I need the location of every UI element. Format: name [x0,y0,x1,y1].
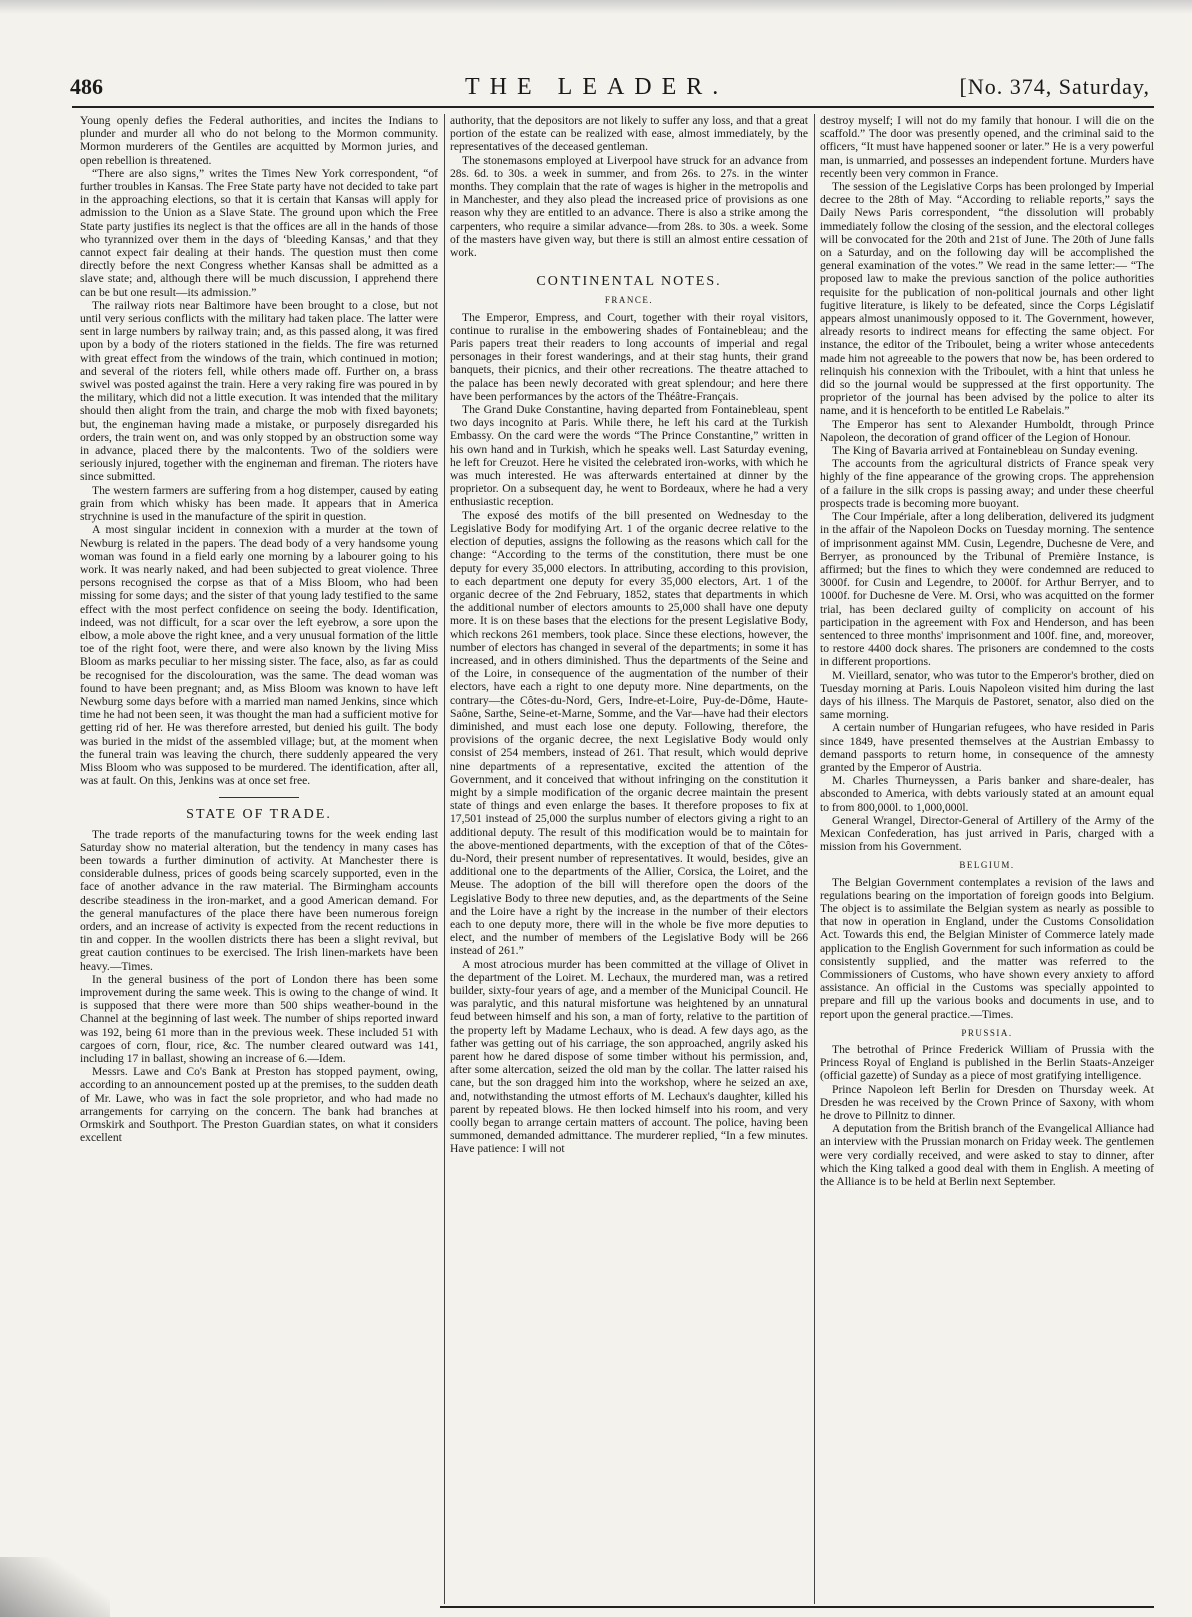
column-3 [820,114,1154,1188]
subhead-prussia: PRUSSIA. [961,1027,1013,1038]
article-paragraph: The stonemasons employed at Liverpool have struck for an advance from 28s. 6d. to 30s. a week in summer, and from 26s. to 27s. in the winter months. They complain that the rate of wages is higher in the metropolis and in Manchester, and they also plead the increased price of provisions as one reason why they are entitled to an advance. There is also a strike among the carpenters, who require a similar advance—from 28s. to 30s. a week. Some of the masters have given way, but there is still an almost entire cessation of work. [450,153,808,260]
article-paragraph: The Emperor has sent to Alexander Humboldt, through Prince Napoleon, the decoration of grand officer of the Legion of Honour. [820,417,1154,444]
article-paragraph: The session of the Legislative Corps has been prolonged by Imperial decree to the 28th of May. “According to reliable reports,” says the Daily News Paris correspondent, “the dissolution will probably immediately follow the closing of the session, and the electoral colleges will be convocated for the 20th and 21st of June. The 20th of June falls on a Saturday, and on the following day will be accomplished the general examination of the votes.” We read in the same letter:— “The proposed law to make the previous sanction of the police authorities requisite for the publication of non-political journals and other light fugitive literature, is likely to be defeated, since the Corps Législatif appears almost unanimously opposed to it. The Government, however, already resorts to indirect means for effecting the same object. For instance, the editor of the Triboulet, being a writer whose antecedents made him not agreeable to the powers that now be, has been ordered to relinquish his connexion with the Triboulet, with a hint that unless he did so the journal would be suppressed at the first opportunity. The proprietor of the journal has been advised by the police to alter its name, and it is henceforth to be entitled Le Rabelais.” [820,180,1154,418]
article-paragraph: The western farmers are suffering from a hog distemper, caused by eating grain from which whisky has been made. It appears that in America strychnine is used in the manufacture of the spirit in question. [80,483,438,524]
article-paragraph: The trade reports of the manufacturing towns for the week ending last Saturday show no material alteration, but the tendency in many cases has been towards a further diminution of activity. At Manchester there is considerable dulness, prices of goods being scarcely supported, even in the face of another advance in the raw material. The Birmingham accounts describe steadiness in the iron-market, and a good American demand. For the general manufactures of the place there have been numerous foreign orders, and an increase of activity is expected from the recent reductions in tin and copper. In the woollen districts there has been a slight revival, but great caution continues to be exercised. The Irish linen-markets have been heavy.—Times. [80,827,438,973]
column-divider [444,114,445,1604]
article-paragraph: The King of Bavaria arrived at Fontainebleau on Sunday evening. [832,444,1138,458]
article-paragraph: A most atrocious murder has been committed at the village of Olivet in the department of the Loiret. M. Lechaux, the murdered man, was a retired builder, sixty-four years of age, and a member of the Municipal Council. He was paralytic, and this natural misfortune was heightened by an unnatural feud between himself and his son, a man of forty, relative to the partition of the property left by Madame Lechaux, who is dead. A few days ago, as the father was getting out of his carriage, the son approached, angrily asked his parent how he dared dispose of some timber without his permission, and, after some altercation, seized the old man by the collar. The latter raised his cane, but the son dragged him into the workshop, where he seized an axe, and, notwithstanding the utmost efforts of M. Lechaux's daughter, killed his parent by repeated blows. He then locked himself into his room, and very coolly began to arrange certain matters of account. The police, having been summoned, demanded admittance. The murderer replied, “In a few minutes. Have patience: I will not [450,957,808,1156]
article-paragraph: The Cour Impériale, after a long deliberation, delivered its judgment in the affair of the Napoleon Docks on Tuesday morning. The sentence of imprisonment against MM. Cusin, Legendre, Duchesne de Vere, and Berryer, as pronounced by the Tribunal of Première Instance, is affirmed; but the fines to which they were condemned are reduced to 3000f. for Cusin and Legendre, to 2000f. for Arthur Berryer, and to 1000f. for Duchesne de Vere. M. Orsi, who was acquitted on the former trial, has been declared guilty of complicity on account of his participation in the agreement with Fox and Henderson, and has been sentenced to three months' imprisonment and 100f. fine, and, moreover, to restore 4400 dock shares. The prisoners are condemned to the costs in different proportions. [820,510,1154,669]
section-title-trade: STATE OF TRADE. [186,807,332,823]
column-divider [814,114,815,1604]
article-paragraph: Messrs. Lawe and Co's Bank at Preston has stopped payment, owing, according to an announcement posted up at the premises, to the sudden death of Mr. Lawe, who was in fact the sole proprietor, and who had made no arrangements for carrying on the concern. The bank had branches at Ormskirk and Southport. The Preston Guardian states, on what it considers excellent [80,1065,438,1145]
column-2 [450,114,808,1156]
footer-rule [440,1606,1154,1608]
article-paragraph: M. Vieillard, senator, who was tutor to the Emperor's brother, died on Tuesday morning at Paris. Louis Napoleon visited him during the last days of his illness. The Marquis de Pastoret, senator, also died on the same morning. [820,668,1154,722]
scan-shadow [0,1557,110,1617]
article-paragraph: The railway riots near Baltimore have been brought to a close, but not until very serious conflicts with the military had taken place. The latter were sent in large numbers by railway train; and, as this passed along, it was fired upon by a body of the rioters stationed in the fields. The fire was returned with great effect from the windows of the train, which continued in motion; and several of the rioters fell, while others made off. Further on, a brass swivel was posted against the train. Here a very raking fire was poured in by the military, which did not a little execution. It was intended that the military should then alight from the train, and charge the mob with fixed bayonets; but, the engineman having made a mistake, or purposely disregarded his orders, the train went on, and was only stopped by an obstruction some way in advance, placed there by the malcontents. Two of the soldiers were seriously injured, together with the engineman and fireman. The rioters have since submitted. [80,298,438,484]
article-paragraph: The Belgian Government contemplates a revision of the laws and regulations bearing on the importation of foreign goods into Belgium. The object is to assimilate the Belgian system as nearly as possible to that now in operation in England, under the Customs Consolidation Act. Towards this end, the Belgian Minister of Commerce lately made application to the English Government for such information as could be consistently supplied, and the matter was referred to the Commissioners of Customs, who have shown every anxiety to afford assistance. An official in the Customs was specially appointed to prepare and fill up the various books and documents in use, and to report upon the general practice.—Times. [820,875,1154,1021]
article-paragraph: The Emperor, Empress, and Court, together with their royal visitors, continue to ruralise in the embowering shades of Fontainebleau; and the Paris papers treat their readers to long accounts of imperial and regal personages in their forest wanderings, and at their stag hunts, their grand banquets, their picnics, and their other recreations. The theatre attached to the palace has been newly decorated with great splendour; and here there have been performances by the actors of the Théâtre-Français. [450,310,808,403]
article-paragraph: The betrothal of Prince Frederick William of Prussia with the Princess Royal of England is published in the Berlin Staats-Anzeiger (official gazette) of Sunday as a piece of most gratifying intelligence. [820,1043,1154,1083]
subhead-france: FRANCE. [604,295,654,306]
article-paragraph: In the general business of the port of London there has been some improvement during the same week. This is owing to the change of wind. It is supposed that there were more than 500 ships weather-bound in the Channel at the beginning of last week. The number of ships reported inward was 192, being 61 more than in the previous week. These included 51 with cargoes of corn, flour, rice, &c. The number cleared outward was 141, including 17 in ballast, showing an increase of 6.—Idem. [80,972,438,1066]
section-rule [219,797,299,798]
article-paragraph: A deputation from the British branch of the Evangelical Alliance had an interview with the Prussian monarch on Friday week. The gentlemen were very cordially received, and were asked to stay to dinner, after which the King talked a good deal with them in English. A meeting of the Alliance is to be held at Berlin next September. [820,1122,1154,1189]
article-paragraph: “There are also signs,” writes the Times New York correspondent, “of further troubles in Kansas. The Free State party have not decided to take part in the approaching elections, so that it is certain that Kansas will apply for admission to the Union as a Slave State. The ground upon which the Free State party justifies its neglect is that the offices are all in the hands of those who tyrannized over them in the days of ‘bleeding Kansas,’ and that they cannot expect fair dealing at their hands. The question must then come directly before the next Congress whether Kansas shall be admitted as a slave state; and, although there will be much discussion, I apprehend there can be but one result—its admission.” [80,166,438,299]
issue-label: [No. 374, Saturday, [959,74,1150,99]
masthead-title: THE LEADER. [465,74,729,100]
scan-edge [0,0,1192,14]
article-paragraph: A most singular incident in connexion with a murder at the town of Newburg is related in the papers. The dead body of a very handsome young woman was found in a field early one morning by a labourer going to his work. It was nearly naked, and had been subjected to great violence. Three persons recognised the corpse as that of a Miss Bloom, who had been missing for some days; and the sister of that young lady testified to the same effect with the most perfect confidence on seeing the body. Identification, indeed, was not difficult, for a scar over the left eyebrow, a sore upon the elbow, a mole above the right knee, and a very unusual formation of the little toe of the right foot, were there, and were also known by the living Miss Bloom as marks peculiar to her missing sister. The face, also, as far as could be recognised for the discolouration, was the same. The dead woman was found to have been pregnant; and, as Miss Bloom was known to have left Newburg some days before with a married man named Jenkins, since which time he had not been seen, it was thought the man had a sufficient motive for getting rid of her. He was therefore arrested, but denied his guilt. The body was buried in the midst of the assembled village; but, at the moment when the funeral train was leaving the church, there suddenly appeared the very Miss Bloom who was supposed to be murdered. The identification, after all, was at fault. On this, Jenkins was at once set free. [80,523,438,788]
article-paragraph: Young openly defies the Federal authorities, and incites the Indians to plunder and murder all who do not belong to the Mormon community. Mormon murderers of the Gentiles are acquitted by Mormon juries, and open rebellion is threatened. [80,114,438,167]
subhead-belgium: BELGIUM. [959,860,1015,871]
article-paragraph: General Wrangel, Director-General of Artillery of the Army of the Mexican Confederation, has just arrived in Paris, charged with a mission from his Government. [820,813,1154,854]
article-paragraph: The accounts from the agricultural districts of France speak very highly of the fine appearance of the growing crops. The apprehension of a failure in the silk crops is passing away; and under these cheerful prospects trade is becoming more buoyant. [820,457,1154,510]
section-title-continental: CONTINENTAL NOTES. [536,274,722,290]
header-rule [72,106,1154,108]
page-header [70,74,1150,106]
page-number: 486 [70,74,103,99]
article-paragraph: The exposé des motifs of the bill presented on Wednesday to the Legislative Body for modifying Art. 1 of the organic decree relative to the election of deputies, assigns the following as the reasons which call for the change: “According to the terms of the constitution, there must be one deputy for every 35,000 electors. In attributing, according to this provision, to each department one deputy for every 35,000 electors, Art. 1 of the organic decree of the 2nd February, 1852, states that departments in which the additional number of electors amounts to 25,000 shall have one deputy more. It is on these bases that the elections for the present Legislative Body, which reckons 261 members, took place. Since these elections, however, the number of electors has changed in several of the departments; in some it has increased, and in others diminished. Thus the departments of the Seine and of the Loire, in consequence of the augmentation of the number of their electors, have each a right to one deputy more. Nine departments, on the contrary—the Côtes-du-Nord, Gers, Indre-et-Loire, Puy-de-Dôme, Haute-Saône, Sarthe, Seine-et-Marne, Somme, and the Var—have had their electors diminished, and must each lose one deputy. Following, therefore, the provisions of the organic decree, the next Legislative Body would only consist of 254 members, instead of 261. That result, which would deprive nine departments of a representative, excited the attention of the Government, and it conceived that without infringing on the constitution it might by a simple modification of the organic decree maintain the present state of things and even enlarge the bases. It therefore proposes to fix at 17,501 instead of 25,000 the surplus number of electors giving a right to an additional deputy. The result of this modification would be to maintain for the above-mentioned departments, with the exception of that of the Côtes-du-Nord, their present number of representatives. It would, besides, give an additional one to the departments of the Allier, Corsica, the Loiret, and the Meuse. The adoption of the bill will therefore open the doors of the Legislative Body to three new deputies, and, as the departments of the Seine and the Loire have a right by the increase in the number of their electors each to one deputy more, there will in the whole be five more deputies to elect, and the number of members of the Legislative Body will be 266 instead of 261.” [450,508,808,958]
column-1 [80,114,438,1144]
article-paragraph: authority, that the depositors are not likely to suffer any loss, and that a great portion of the estate can be realized with ease, almost immediately, by the representatives of the deceased gentleman. [450,114,808,154]
article-paragraph: Prince Napoleon left Berlin for Dresden on Thursday week. At Dresden he was received by the Crown Prince of Saxony, with whom he drove to Pillnitz to dinner. [820,1082,1154,1123]
article-paragraph: The Grand Duke Constantine, having departed from Fontainebleau, spent two days incognito at Paris. While there, he left his card at the Turkish Embassy. On the card were the words “The Prince Constantine,” written in his own hand and in Turkish, which he speaks well. Last Saturday evening, he left for Creuzot. Here he visited the celebrated iron-works, with which he was much interested. He was afterwards entertained at dinner by the proprietor. On a subsequent day, he went to Bordeaux, where he had a very enthusiastic reception. [450,403,808,509]
article-paragraph: destroy myself; I will not do my family that honour. I will die on the scaffold.” The door was presently opened, and the criminal said to the officers, “It must have happened sooner or later.” He is a very powerful man, is unmarried, and possesses an independent fortune. Murders have recently been very common in France. [820,114,1154,180]
article-paragraph: A certain number of Hungarian refugees, who have resided in Paris since 1849, have presented themselves at the Austrian Embassy to demand passports to return home, in consequence of the amnesty granted by the Emperor of Austria. [820,721,1154,774]
article-paragraph: M. Charles Thurneyssen, a Paris banker and share-dealer, has absconded to America, with debts variously stated at an amount equal to from 800,000l. to 1,000,000l. [820,774,1154,814]
